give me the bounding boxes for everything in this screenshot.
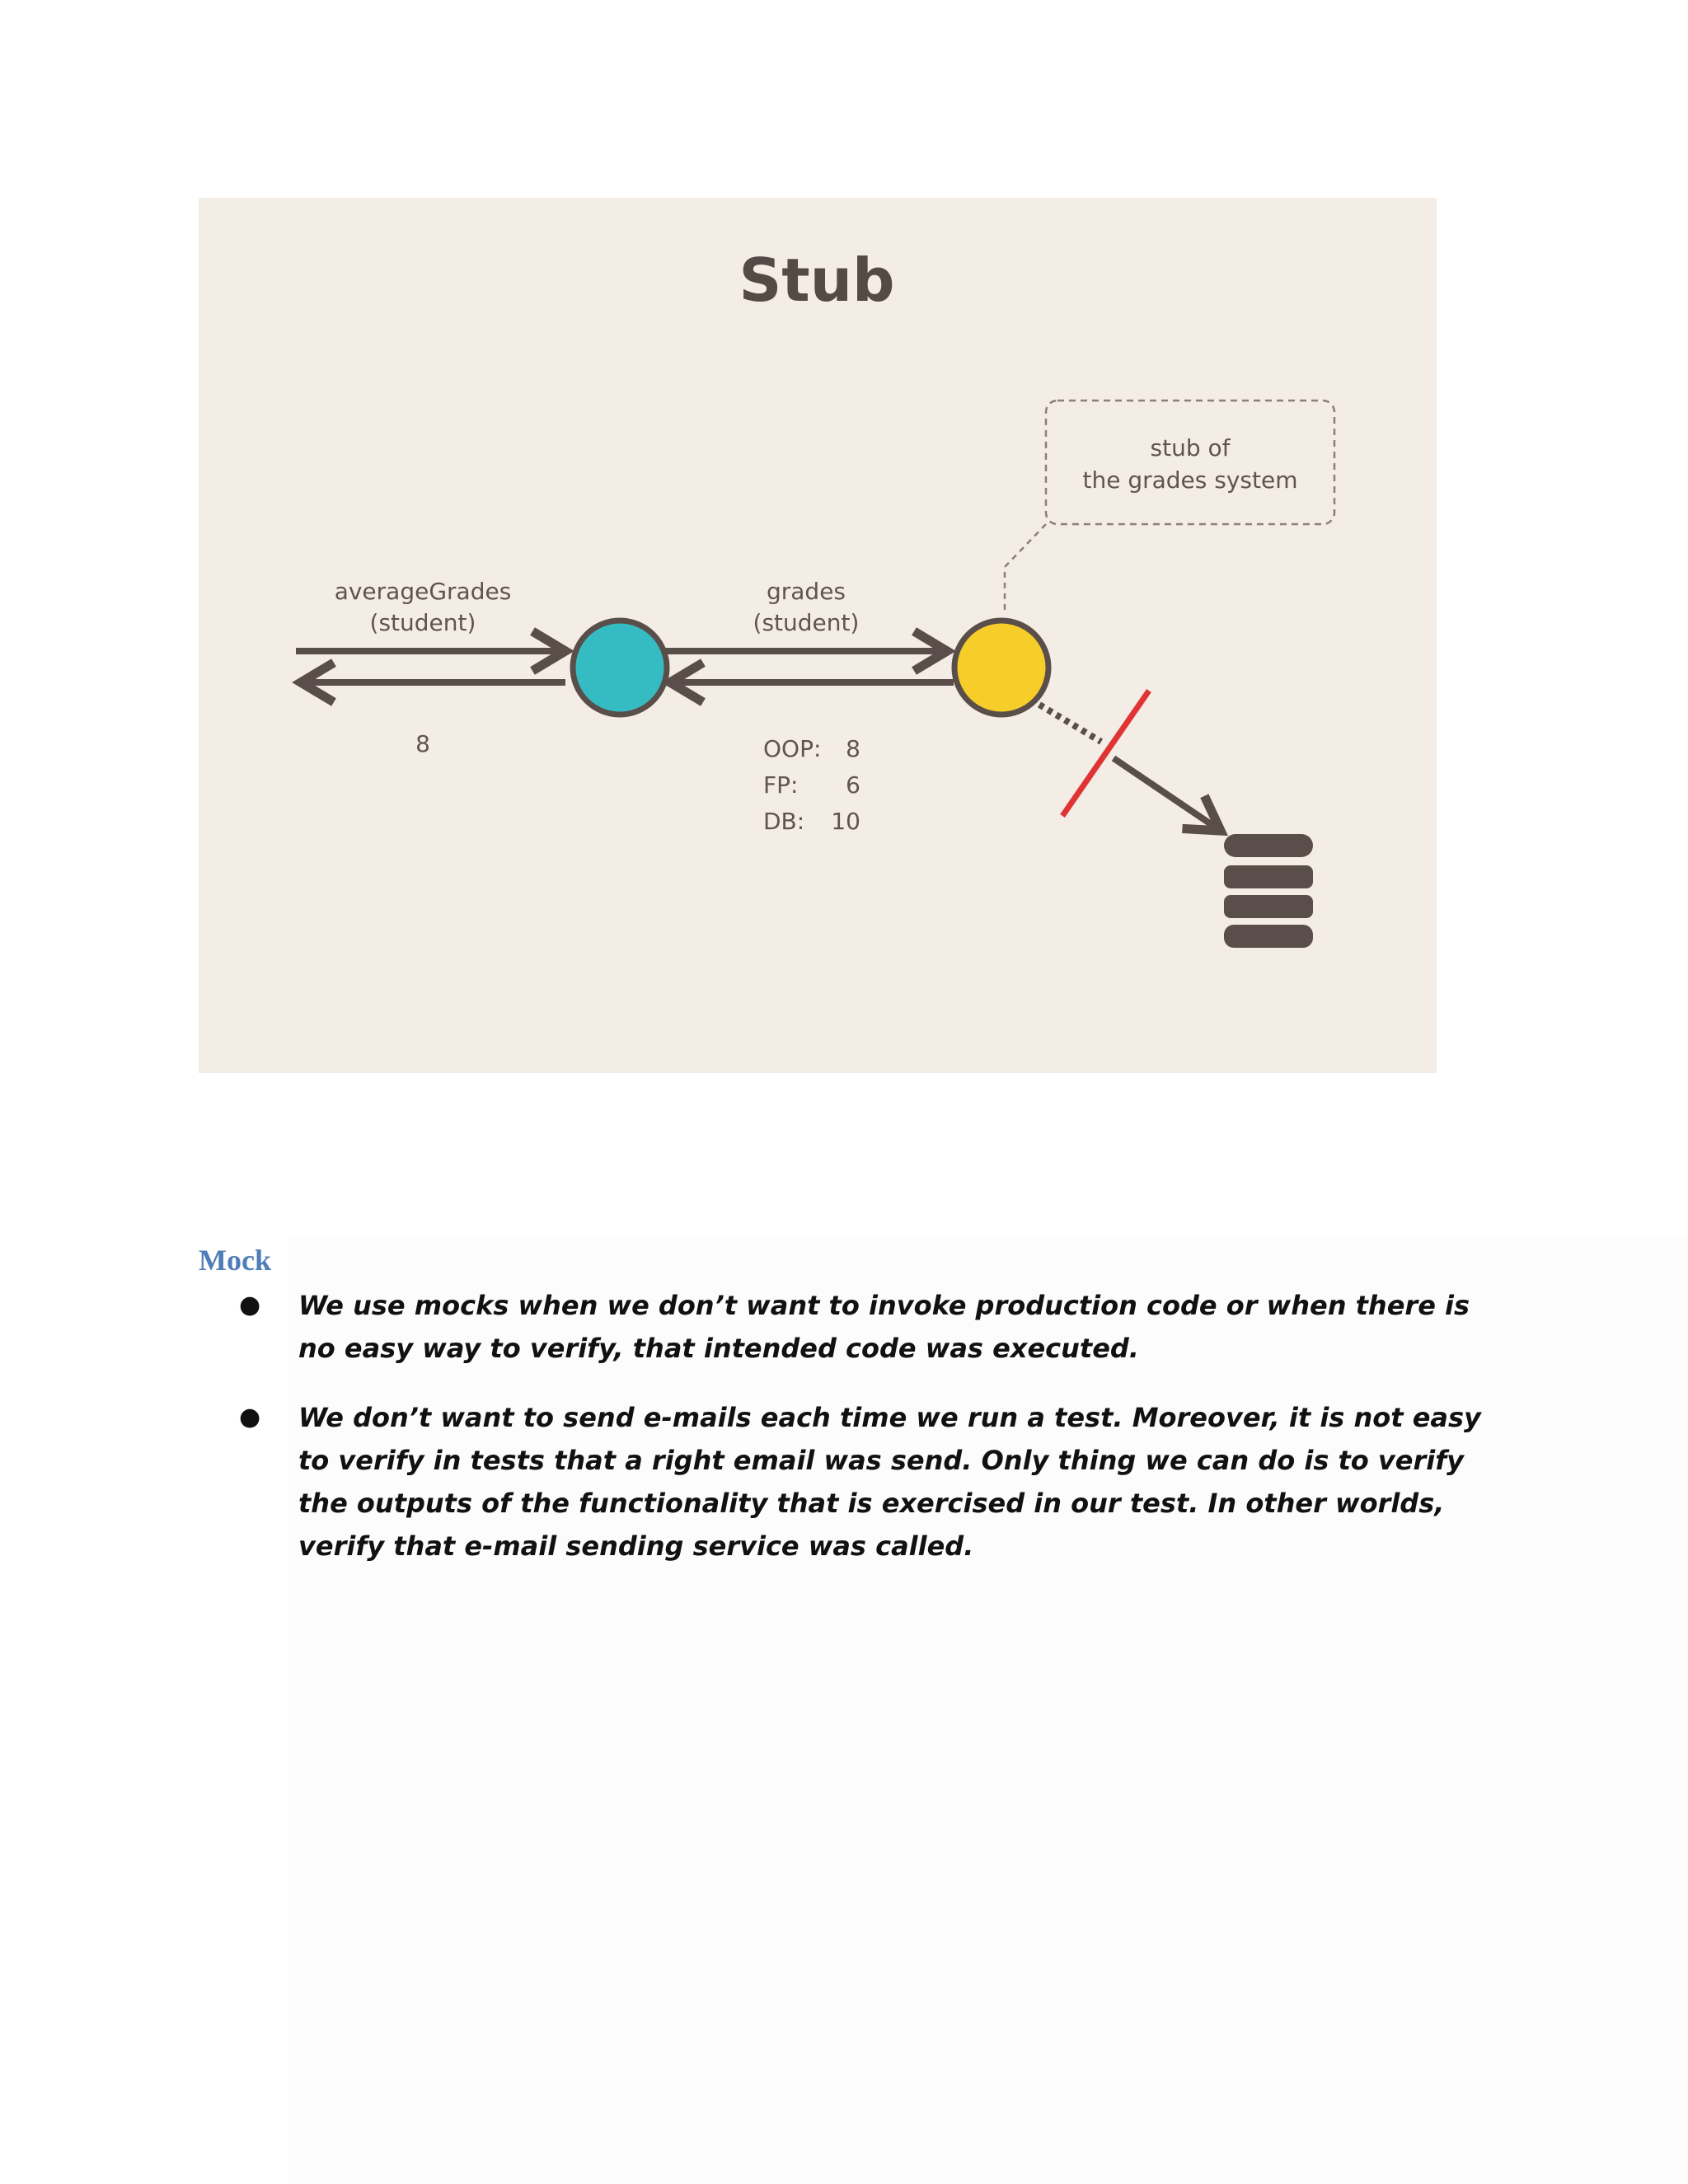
yellow-stub-node bbox=[954, 621, 1048, 715]
bullet-text: We don’t want to send e-mails each time we run a test. Moreover, it is not easy to verify in tests that a right email was send. Only thing we can do is to verify the outputs of the functionality that is exercised in our test. In other worlds, verify that e-mail sending service was called. bbox=[298, 1402, 1481, 1562]
db-arrow bbox=[1114, 758, 1221, 831]
stub-diagram bbox=[199, 198, 1437, 1073]
stub-to-db-dotted bbox=[1039, 705, 1101, 742]
mock-bullet-list bbox=[239, 1284, 1500, 1568]
list-item bbox=[239, 1284, 1500, 1370]
average-grades-param: (student) bbox=[369, 609, 476, 636]
grades-subject: OOP: bbox=[763, 735, 822, 762]
blocked-connection-line bbox=[1062, 691, 1149, 816]
grades-value: 10 bbox=[831, 808, 860, 835]
section-heading-mock: Mock bbox=[199, 1244, 271, 1277]
grades-label: grades bbox=[766, 578, 846, 605]
bullet-icon: ● bbox=[239, 1291, 261, 1319]
callout-box bbox=[1046, 401, 1334, 524]
callout-connector bbox=[1005, 524, 1046, 610]
grades-param: (student) bbox=[753, 609, 860, 636]
bullet-icon: ● bbox=[239, 1403, 261, 1432]
average-grades-label: averageGrades bbox=[334, 578, 512, 605]
diagram-title: Stub bbox=[738, 246, 895, 315]
grades-subject: FP: bbox=[763, 771, 799, 799]
bullet-text: We use mocks when we don’t want to invoke production code or when there is no easy way to verify, that intended code was executed. bbox=[298, 1290, 1470, 1364]
teal-node bbox=[573, 621, 667, 715]
grades-subject: DB: bbox=[763, 808, 805, 835]
stub-diagram-svg bbox=[199, 198, 1437, 1073]
grades-table bbox=[763, 735, 860, 835]
database-icon bbox=[1224, 834, 1313, 948]
callout-text-line1: stub of bbox=[1150, 434, 1231, 462]
grades-value: 6 bbox=[846, 771, 860, 799]
callout-text-line2: the grades system bbox=[1082, 466, 1298, 494]
list-item bbox=[239, 1396, 1500, 1568]
grades-value: 8 bbox=[846, 735, 860, 762]
return-value: 8 bbox=[415, 730, 430, 757]
